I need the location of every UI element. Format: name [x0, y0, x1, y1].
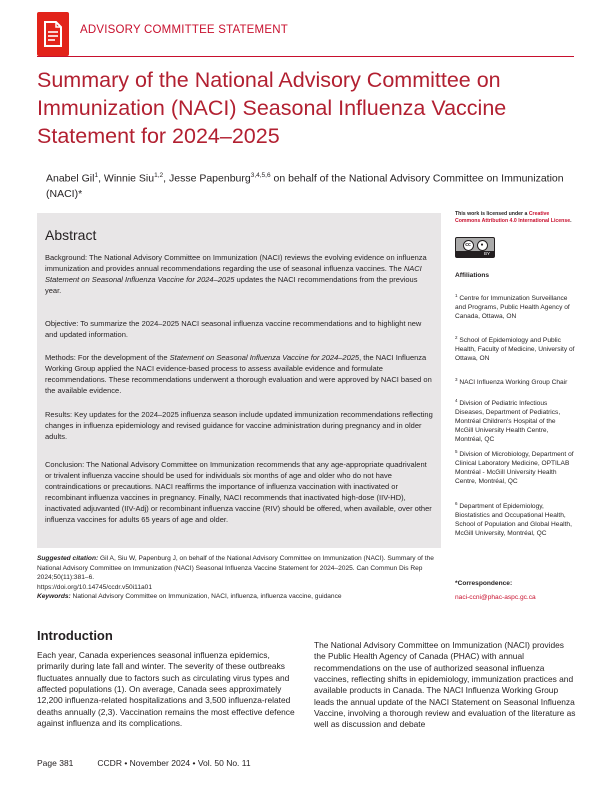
author-affiliation-ref: 1,2 — [154, 172, 164, 179]
affiliation-item: $^3$ NACI Influenza Working Group Chair — [455, 377, 568, 387]
affiliation-item: $^1$ Centre for Immunization Surveillance and Programs, Public Health Agency of Canada, Ottawa, ON — [455, 293, 570, 320]
header-divider — [37, 56, 574, 57]
abstract-methods: Methods: For the development of the Statement on Seasonal Influenza Vaccine for 2024–2025, the NACI Influenza Working Group applied the NACI evidence-based process to assess available evidence and formulate recommendations. These recommendations underwent a thorough evaluation and were approved by NACI based on the available evidence. — [45, 353, 432, 396]
suggested-citation: Suggested citation: Gil A, Siu W, Papenburg J, on behalf of the National Advisory Committee on Immunization (NACI). Summary of the National Advisory Committee on Immunization (NACI) Seasonal Influenza Vaccine Statement for 2024–2025. Can Commun Dis Rep 2024;50(11):381–6. https://doi.org/10.14745/ccdr.v50i11a01 Keywords: National Advisory Committee on Immunization, NACI, influenza, influenza vaccine, guidance — [37, 555, 434, 601]
author-name: , Winnie Siu — [98, 172, 155, 185]
introduction-heading: Introduction — [37, 628, 113, 643]
license-note: This work is licensed under a Creative Commons Attribution 4.0 International License. — [455, 211, 572, 224]
affiliations-heading: Affiliations — [455, 272, 490, 279]
introduction-paragraph-2: The National Advisory Committee on Immunization (NACI) provides the Public Health Agency of Canada (PHAC) with annual recommendations on the use of authorized seasonal influenza vaccines, reflecting shifts in epidemiology, immunization practices and available products in Canada. The NACI Influenza Working Group leads the annual update of the NACI Statement on Seasonal Influenza Vaccine, involving a thorough review and evaluation of the literature as well as discussion and debate — [314, 640, 576, 730]
document-icon — [37, 12, 69, 56]
page-number: Page 381 — [37, 758, 74, 768]
affiliation-item: $^5$ Division of Microbiology, Department of Clinical Laboratory Medicine, OPTILAB Montréal - McGill University Health Centre, Montréal, QC — [455, 449, 574, 485]
article-title: Summary of the National Advisory Committee on Immunization (NACI) Seasonal Influenza Vaccine Statement for 2024–2025 — [37, 68, 507, 148]
affiliation-item: $^2$ School of Epidemiology and Public Health, Faculty of Medicine, University of Ottawa, ON — [455, 335, 575, 362]
page-footer — [37, 758, 251, 768]
author-affiliation-ref: 1 — [94, 172, 99, 179]
author-name: , Jesse Papenburg — [163, 172, 251, 185]
abstract-heading: Abstract — [45, 227, 97, 243]
correspondence-label: *Correspondence: — [455, 580, 513, 587]
affiliation-item: $^6$ Department of Epidemiology, Biostatistics and Occupational Health, School of Population and Global Health, McGill University, Montréal, QC — [455, 501, 572, 537]
cc-icon: cc — [463, 240, 474, 251]
by-label: BY — [456, 251, 494, 257]
person-icon: ● — [477, 240, 488, 251]
abstract-background: Background: The National Advisory Committee on Immunization (NACI) reviews the evolving evidence on influenza immunization and provides annual recommendations regarding the use of seasonal influenza vaccines. The NACI Statement on Seasonal Influenza Vaccine for 2024–2025 updates the NACI recommendations from the previous year. — [45, 253, 427, 296]
keywords: National Advisory Committee on Immunization, NACI, influenza, influenza vaccine, guidance — [70, 593, 342, 601]
author-group: on behalf of the National Advisory Committee on Immunization (NACI)* — [46, 172, 564, 200]
author-affiliation-ref: 3,4,5,6 — [250, 172, 271, 179]
introduction-paragraph-1: Each year, Canada experiences seasonal influenza epidemics, primarily during late fall and winter. The severity of these outbreaks fluctuates annually due to factors such as circulating virus types and affected populations (1). On average, Canada sees approximately 12,200 influenza-related hospitalizations and 3,500 influenza-related deaths annually (2,3). Vaccination remains the most effective defence against influenza and its complications. — [37, 650, 295, 729]
license-link[interactable]: Creative Commons Attribution 4.0 International License — [455, 211, 571, 224]
affiliation-item: $^4$ Division of Pediatric Infectious Diseases, Department of Pediatrics, Montréal Children's Hospital of the McGill University Health Centre, Montréal, QC — [455, 398, 561, 443]
author-name: Anabel Gil — [46, 172, 95, 185]
doi-link[interactable]: https://doi.org/10.14745/ccdr.v50i11a01 — [37, 583, 152, 591]
abstract-objective: Objective: To summarize the 2024–2025 NACI seasonal influenza vaccine recommendations and to highlight new and updated information. — [45, 319, 422, 340]
author-list — [46, 168, 576, 202]
abstract-conclusion: Conclusion: The National Advisory Committee on Immunization recommends that any age-appropriate quadrivalent or trivalent influenza vaccine should be used for individuals six months of age and older who do not have contraindications or precautions. NACI reaffirms the importance of influenza vaccination with inactivated or recombinant influenza vaccines in pregnancy. Finally, NACI recommends that inactivated high-dose (IIV-HD), inactivated adjuvanted (IIV-Adj) or recombinant influenza vaccine (RIV) should be offered, when available, over other influenza vaccines for adults 65 years of age and older. — [45, 460, 432, 525]
cc-by-badge-icon[interactable] — [455, 237, 495, 258]
journal-issue: CCDR • November 2024 • Vol. 50 No. 11 — [97, 758, 251, 768]
abstract-results: Results: Key updates for the 2024–2025 influenza season include updated immunization recommendations reflecting changes in influenza epidemiology and revised guidance for vaccine administration during pregnancy and in older adults. — [45, 410, 433, 442]
correspondence-email[interactable]: naci-ccni@phac-aspc.gc.ca — [455, 594, 536, 601]
section-label: ADVISORY COMMITTEE STATEMENT — [80, 24, 288, 36]
